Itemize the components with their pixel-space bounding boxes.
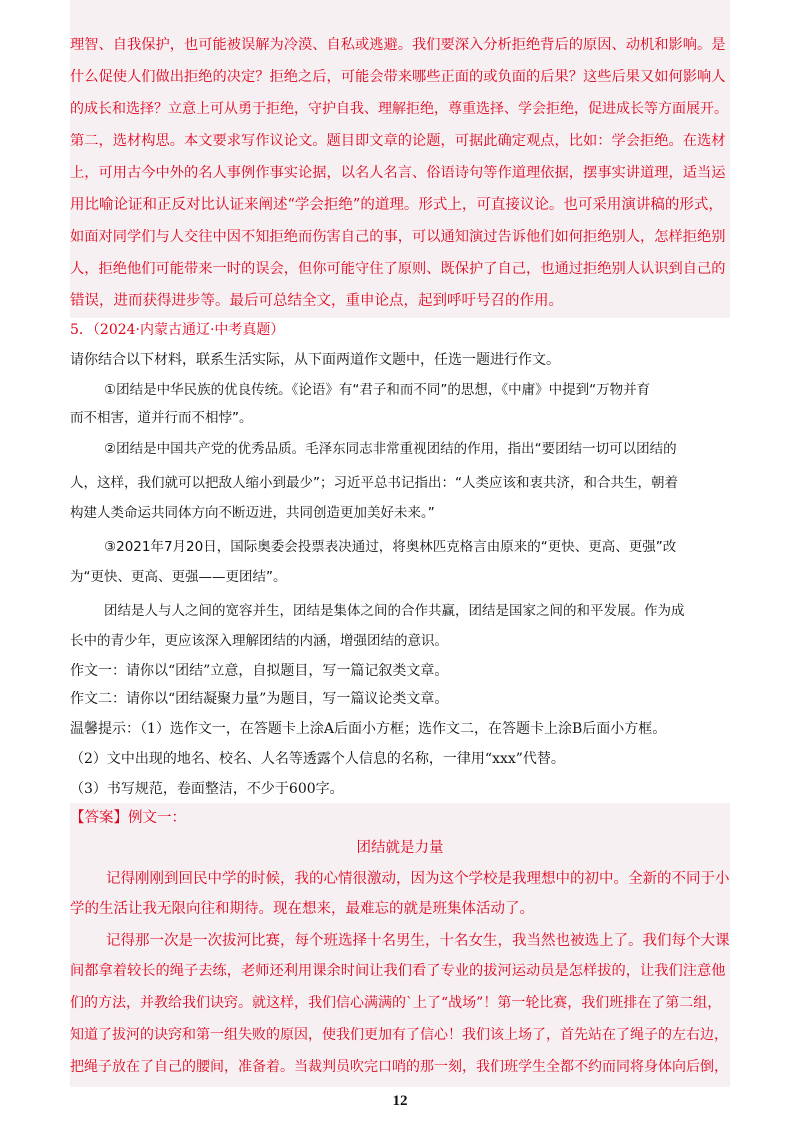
material-line: 为“更快、更高、更强——更团结”。 — [70, 569, 287, 585]
analysis-line: 第二，选材构思。本文要求写作议论文。题目即文章的论题，可据此确定观点，比如：学会拒绝。在选材 — [70, 133, 726, 149]
essay-option-1: 作文一：请你以“团结”立意，自拟题目，写一篇记叙类文章。 — [70, 663, 449, 679]
analysis-line: 用比喻论证和正反对比认证来阐述“学会拒绝”的道理。形式上，可直接议论。也可采用演讲稿的形式， — [70, 197, 723, 213]
essay-line: 记得刚刚到回民中学的时候，我的心情很激动，因为这个学校是我理想中的初中。全新的不同于小 — [106, 871, 730, 887]
material-line: ①团结是中华民族的优良传统。《论语》有“君子和而不同”的思想，《中庸》中提到“万物并育 — [104, 382, 651, 398]
analysis-line: 什么促使人们做出拒绝的决定？拒绝之后，可能会带来哪些正面的或负面的后果？这些后果又如何影响人 — [70, 69, 726, 85]
tip-2: （2）文中出现的地名、校名、人名等透露个人信息的名称，一律用“xxx”代替。 — [70, 751, 565, 767]
essay-line: 间都拿着较长的绳子去练，老师还利用课余时间让我们看了专业的拔河运动员是怎样拔的，让我们注意他 — [70, 963, 726, 979]
material-line: 长中的青少年，更应该深入理解团结的内涵，增强团结的意识。 — [70, 633, 448, 649]
material-line: 而不相害，道并行而不相悖”。 — [70, 410, 253, 426]
question-prompt: 请你结合以下材料，联系生活实际，从下面两道作文题中，任选一题进行作文。 — [70, 352, 560, 368]
analysis-line: 错误，进而获得进步等。最后可总结全文，重申论点，起到呼吁号召的作用。 — [70, 293, 563, 309]
material-line: ②团结是中国共产党的优秀品质。毛泽东同志非常重视团结的作用，指出“要团结一切可以团结的 — [104, 441, 677, 457]
previous-answer-analysis — [70, 0, 730, 318]
material-line: 构建人类命运共同体方向不断迈进，共同创造更加美好未来。” — [70, 505, 435, 521]
essay-line: 学的生活让我无限向往和期待。现在想来，最难忘的就是班集体活动了。 — [70, 901, 534, 917]
essay-title: 团结就是力量 — [356, 840, 444, 856]
answer-section — [70, 803, 730, 1087]
analysis-line: 理智、自我保护，也可能被误解为冷漠、自私或逃避。我们要深入分析拒绝背后的原因、动机和影响。是 — [70, 37, 726, 53]
essay-line: 知道了拔河的诀窍和第一组失败的原因，使我们更加有了信心！我们该上场了，首先站在了绳子的左右边， — [70, 1027, 728, 1043]
tip-1: 温馨提示：（1）选作文一，在答题卡上涂A后面小方框；选作文二，在答题卡上涂B后面小方框。 — [70, 721, 667, 737]
essay-line: 把绳子放在了自己的腰间，准备着。当裁判员吹完口哨的那一刻，我们班学生全都不约而同将身体向后倒， — [70, 1059, 728, 1075]
analysis-line: 如面对同学们与人交往中因不知拒绝而伤害自己的事，可以通知演过告诉他们如何拒绝别人，怎样拒绝别 — [70, 229, 726, 245]
essay-option-2: 作文二：请你以“团结凝聚力量”为题目，写一篇议论类文章。 — [70, 691, 449, 707]
question-header: 5．（2024·内蒙古通辽·中考真题） — [70, 322, 285, 338]
analysis-line: 的成长和选择？立意上可从勇于拒绝，守护自我、理解拒绝，尊重选择、学会拒绝，促进成长等方面展开。 — [70, 101, 728, 117]
essay-line: 记得那一次是一次拔河比赛，每个班选择十名男生，十名女生，我当然也被选上了。我们每个大课 — [106, 933, 730, 949]
essay-line: 们的方法，并教给我们诀窍。就这样，我们信心满满的`上了“战场”！第一轮比赛，我们班排在了第二组， — [70, 995, 722, 1011]
answer-tag: 【答案】例文一： — [70, 810, 186, 826]
material-line: 人，这样，我们就可以把敌人缩小到最少”；习近平总书记指出：“人类应该和衷共济，和合共生，朝着 — [70, 475, 678, 491]
analysis-line: 人，拒绝他们可能带来一时的误会，但你可能守住了原则、既保护了自己，也通过拒绝别人认识到自己的 — [70, 261, 726, 277]
material-line: 团结是人与人之间的宽容并生，团结是集体之间的合作共赢，团结是国家之间的和平发展。作为成 — [104, 603, 685, 619]
analysis-line: 上，可用古今中外的名人事例作事实论据，以名人名言、俗语诗句等作道理依据，摆事实讲道理，适当运 — [70, 165, 726, 181]
page-number: 12 — [392, 1093, 408, 1109]
tip-3: （3）书写规范，卷面整洁，不少于600字。 — [70, 781, 344, 797]
material-line: ③2021年7月20日，国际奥委会投票表决通过，将奥林匹克格言由原来的“更快、更高、更强”改 — [104, 539, 677, 555]
